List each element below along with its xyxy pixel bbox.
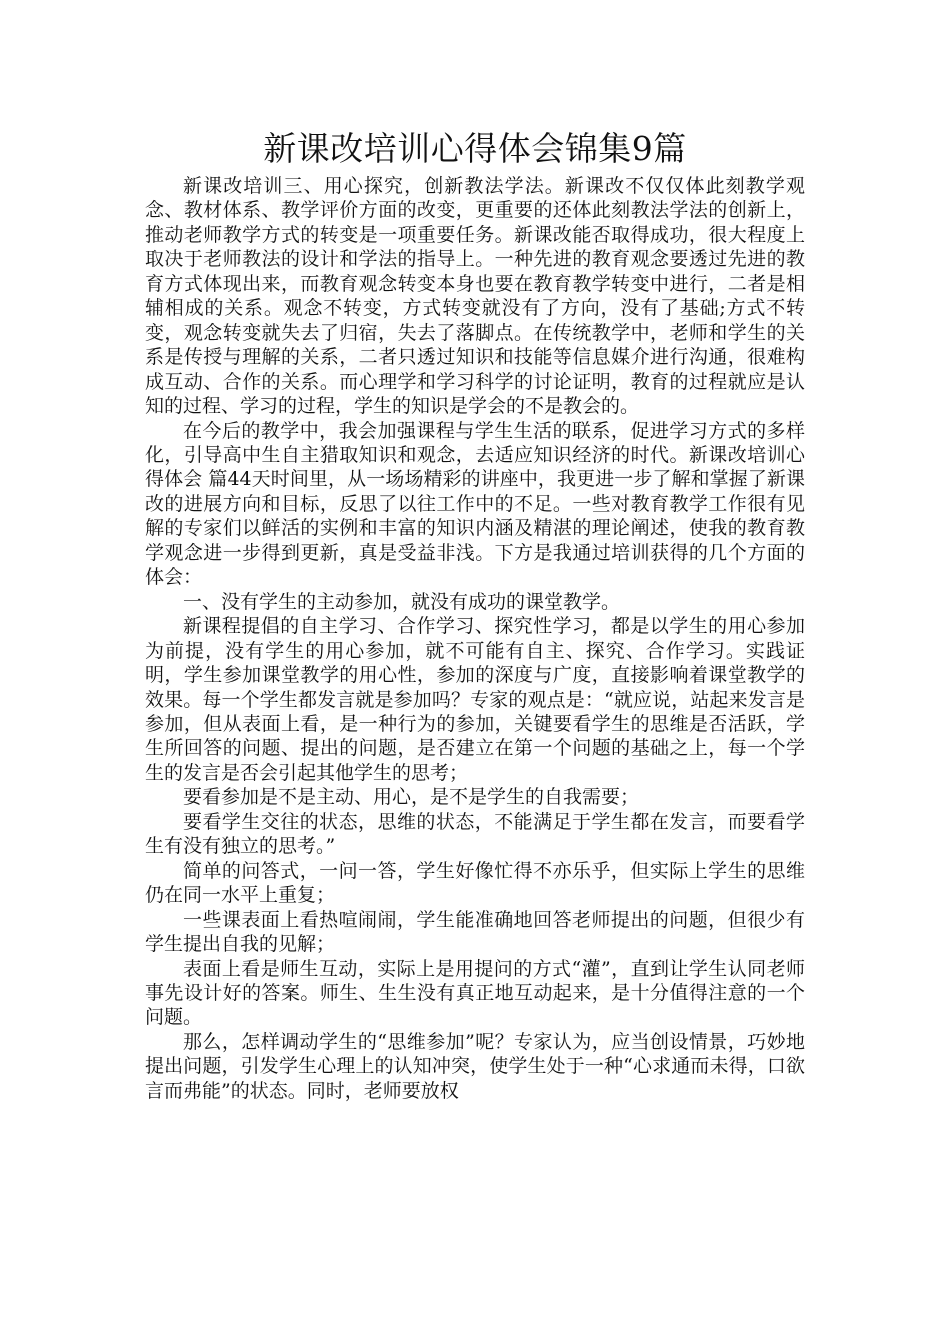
paragraph: 那么，怎样调动学生的“思维参加”呢？专家认为，应当创设情景，巧妙地提出问题，引发学生心理上的认知冲突，使学生处于一种“心求通而未得，口欲言而弗能”的状态。同时，老师要放权 (145, 1030, 805, 1102)
document-title: 新课改培训心得体会锦集9篇 (263, 129, 687, 168)
paragraph: 一些课表面上看热喧闹闹，学生能准确地回答老师提出的问题，但很少有学生提出自我的见解； (145, 908, 805, 956)
paragraph: 在今后的教学中，我会加强课程与学生生活的联系，促进学习方式的多样化，引导高中生自主猎取知识和观念，去适应知识经济的时代。新课改培训心得体会 篇44天时间里，从一场场精彩的讲座中，我更进一步了解和掌握了新课改的进展方向和目标，反思了以往工作中的不足。一些对教育教学工作很有见解的专家们以鲜活的实例和丰富的知识内涵及精湛的理论阐述，使我的教育教学观念进一步得到更新，真是受益非浅。下方是我通过培训获得的几个方面的体会： (145, 419, 805, 589)
paragraph: 要看学生交往的状态，思维的状态，不能满足于学生都在发言，而要看学生有没有独立的思考。” (145, 810, 805, 858)
paragraph: 要看参加是不是主动、用心，是不是学生的自我需要； (183, 786, 640, 809)
document-body (145, 174, 805, 1103)
paragraph: 表面上看是师生互动，实际上是用提问的方式“灌”，直到让学生认同老师事先设计好的答案。师生、生生没有真正地互动起来，是十分值得注意的一个问题。 (145, 957, 805, 1029)
paragraph: 新课程提倡的自主学习、合作学习、探究性学习，都是以学生的用心参加为前提，没有学生的用心参加，就不可能有自主、探究、合作学习。实践证明，学生参加课堂教学的用心性，参加的深度与广度，直接影响着课堂教学的效果。每一个学生都发言就是参加吗？专家的观点是：“就应说，站起来发言是参加，但从表面上看，是一种行为的参加，关键要看学生的思维是否活跃，学生所回答的问题、提出的问题，是否建立在第一个问题的基础之上，每一个学生的发言是否会引起其他学生的思考； (145, 615, 805, 784)
section-heading: 一、没有学生的主动参加，就没有成功的课堂教学。 (183, 590, 621, 613)
paragraph: 新课改培训三、用心探究，创新教法学法。新课改不仅仅体此刻教学观念、教材体系、教学评价方面的改变，更重要的还体此刻教法学法的创新上，推动老师教学方式的转变是一项重要任务。新课改能否取得成功，很大程度上取决于老师教法的设计和学法的指导上。一种先进的教育观念要透过先进的教育方式体现出来，而教育观念转变本身也要在教育教学转变中进行，二者是相辅相成的关系。观念不转变，方式转变就没有了方向，没有了基础;方式不转变，观念转变就失去了归宿，失去了落脚点。在传统教学中，老师和学生的关系是传授与理解的关系，二者只透过知识和技能等信息媒介进行沟通，很难构成互动、合作的关系。而心理学和学习科学的讨论证明，教育的过程就应是认知的过程、学习的过程，学生的知识是学会的不是教会的。 (145, 175, 805, 418)
paragraph: 简单的问答式，一问一答，学生好像忙得不亦乐乎，但实际上学生的思维仍在同一水平上重复； (145, 859, 805, 907)
